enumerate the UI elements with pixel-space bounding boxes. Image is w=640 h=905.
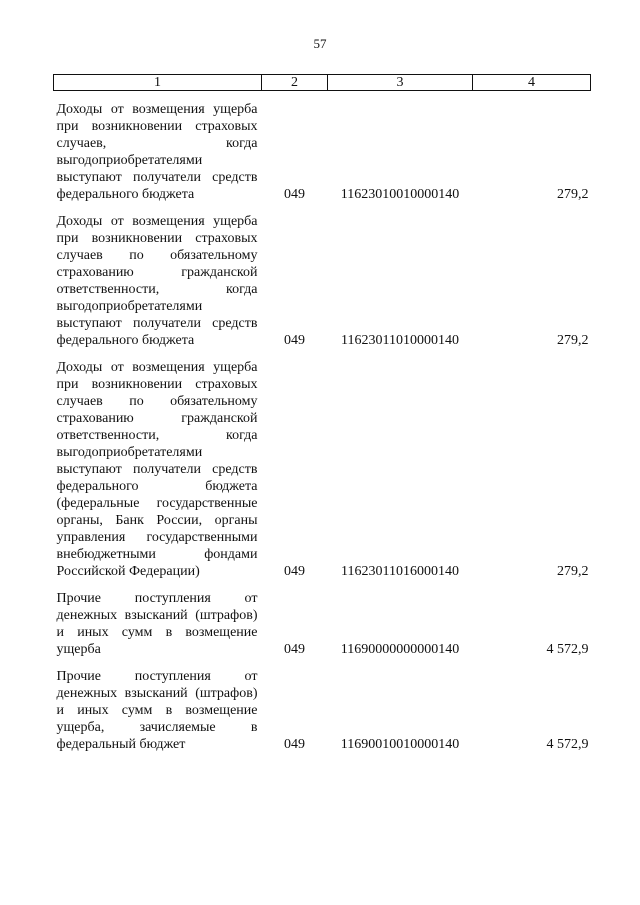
page-number: 57 — [313, 36, 327, 51]
table-row — [54, 580, 591, 658]
row-admin-code: 049 — [284, 737, 305, 752]
header-col-4: 4 — [473, 75, 591, 91]
row-admin-code: 049 — [284, 187, 305, 202]
table-row — [54, 658, 591, 753]
table-row — [54, 91, 591, 204]
row-amount: 4 572,9 — [546, 642, 589, 657]
row-kbk-code: 11623011016000140 — [341, 564, 459, 579]
row-kbk-code: 11690010010000140 — [340, 737, 460, 752]
header-col-2: 2 — [262, 75, 328, 91]
header-row — [54, 75, 591, 91]
row-description: Прочие поступления от денежных взысканий (штрафов) и иных сумм в возмещение ущерба — [56, 591, 258, 657]
row-admin-code: 049 — [284, 642, 305, 657]
row-description: Прочие поступления от денежных взысканий (штрафов) и иных сумм в возмещение ущерба, зачисляемые в федеральный бюджет — [56, 669, 258, 752]
row-admin-code: 049 — [284, 333, 305, 348]
header-col-1: 1 — [54, 75, 262, 91]
row-amount: 279,2 — [557, 564, 589, 579]
row-description: Доходы от возмещения ущерба при возникновении страховых случаев, когда выгодоприобретателями выступают получатели средств федерального бюджета — [56, 102, 258, 202]
row-kbk-code: 11623010010000140 — [340, 187, 460, 202]
row-description: Доходы от возмещения ущерба при возникновении страховых случаев по обязательному страхованию гражданской ответственности, когда выгодоприобретателями выступают получатели средств федерального бюджета — [56, 214, 258, 348]
row-description: Доходы от возмещения ущерба при возникновении страховых случаев по обязательному страхованию гражданской ответственности, когда выгодоприобретателями выступают получатели средств федерального бюджета (федеральные государственные органы, Банк России, органы управления государственными внебюджетными фондами Российской Федерации) — [56, 360, 258, 579]
row-amount: 279,2 — [557, 187, 589, 202]
row-admin-code: 049 — [284, 564, 305, 579]
header-col-3: 3 — [328, 75, 473, 91]
table-row — [54, 203, 591, 349]
row-amount: 279,2 — [557, 333, 589, 348]
table-row — [54, 349, 591, 580]
row-kbk-code: 11690000000000140 — [340, 642, 460, 657]
row-amount: 4 572,9 — [546, 737, 589, 752]
revenue-table — [53, 74, 591, 753]
row-kbk-code: 11623011010000140 — [341, 333, 459, 348]
